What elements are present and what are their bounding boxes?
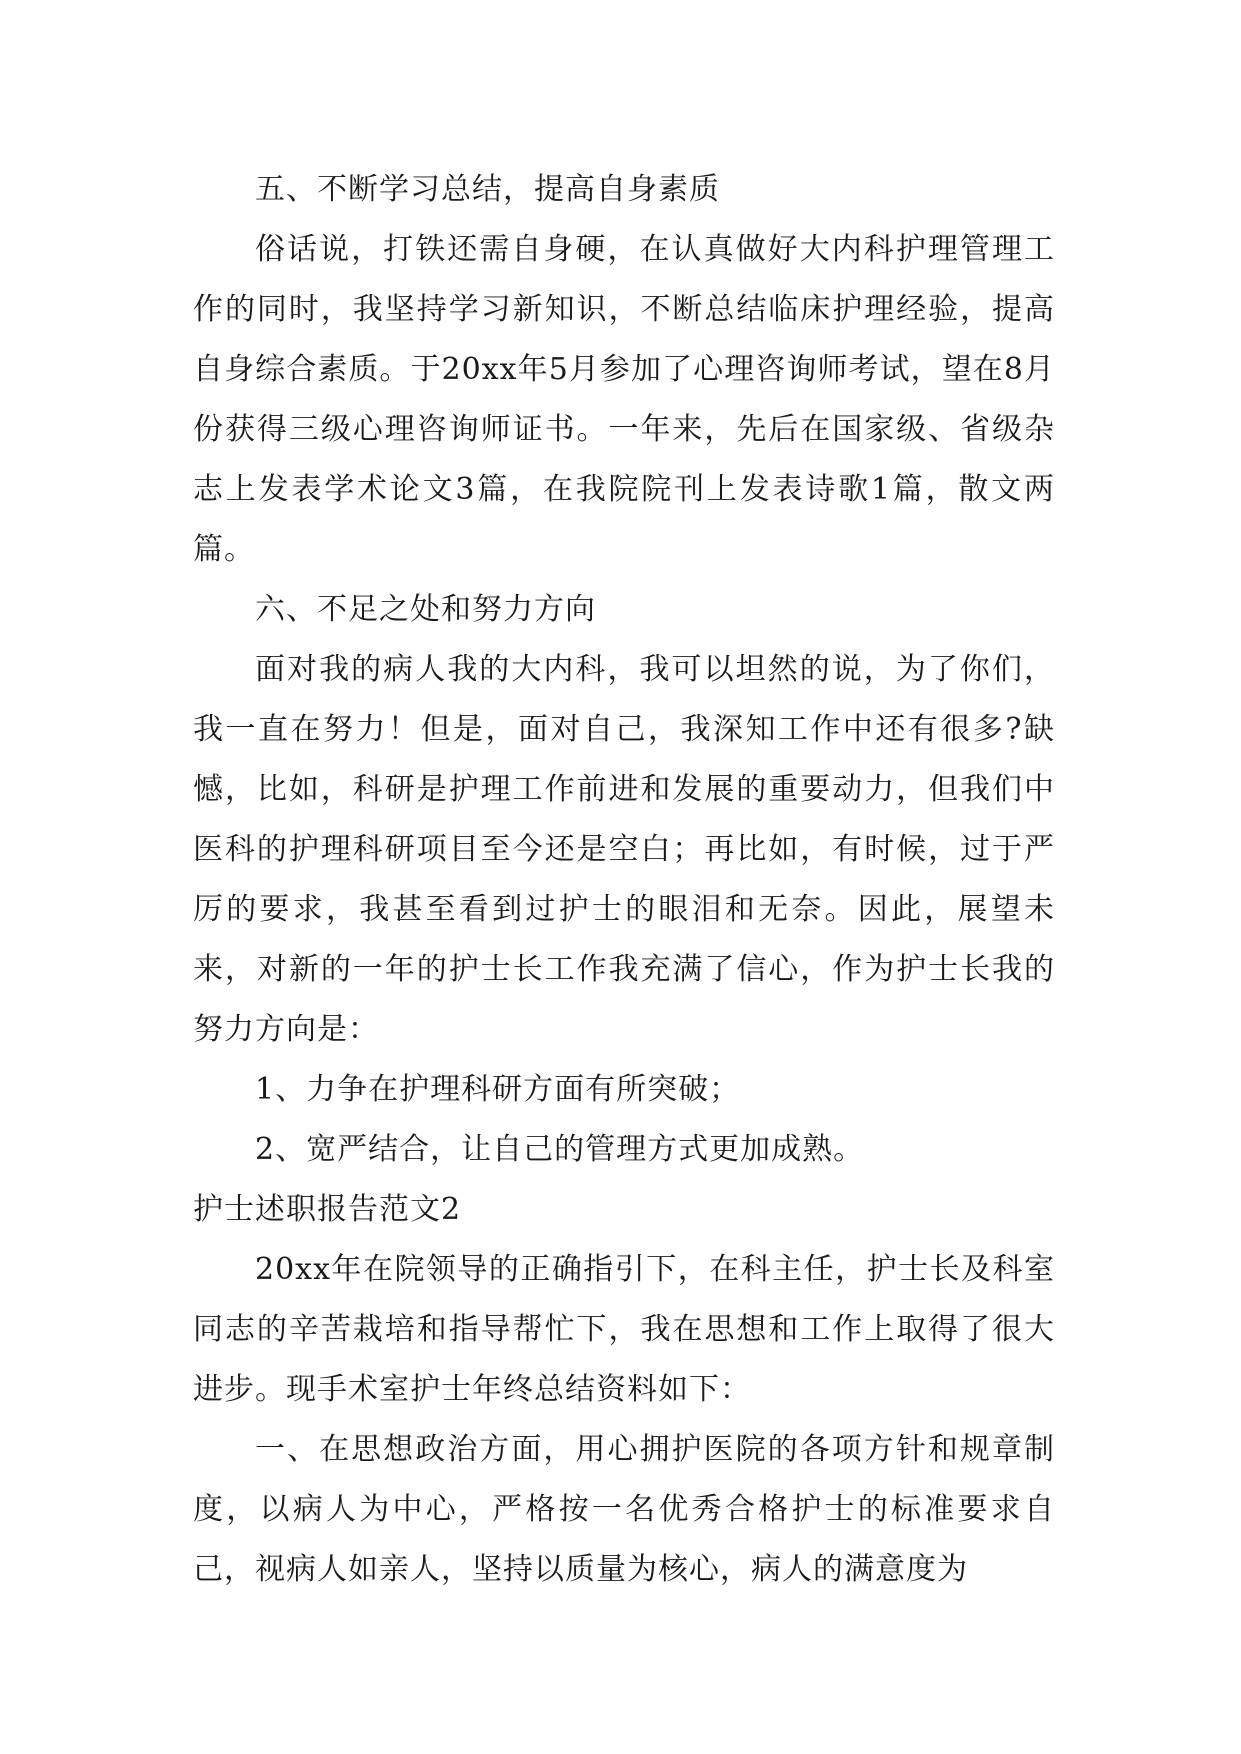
section-5-paragraph: 俗话说，打铁还需自身硬，在认真做好大内科护理管理工作的同时，我坚持学习新知识，不断总结临床护理经验，提高自身综合素质。于20xx年5月参加了心理咨询师考试，望在8月份获得三级心理咨询师证书。一年来，先后在国家级、省级杂志上发表学术论文3篇，在我院院刊上发表诗歌1篇，散文两篇。	[193, 232, 1055, 567]
section-5-heading: 五、不断学习总结，提高自身素质	[255, 172, 720, 207]
report-2-intro-paragraph: 20xx年在院领导的正确指引下，在科主任，护士长及科室同志的辛苦栽培和指导帮忙下，我在思想和工作上取得了很大进步。现手术室护士年终总结资料如下：	[193, 1252, 1055, 1407]
section-6-paragraph: 面对我的病人我的大内科，我可以坦然的说，为了你们，我一直在努力！但是，面对自己，我深知工作中还有很多?缺憾，比如，科研是护理工作前进和发展的重要动力，但我们中医科的护理科研项目至今还是空白；再比如，有时候，过于严厉的要求，我甚至看到过护士的眼泪和无奈。因此，展望未来，对新的一年的护士长工作我充满了信心，作为护士长我的努力方向是：	[193, 652, 1055, 1047]
goal-item-2: 2、宽严结合，让自己的管理方式更加成熟。	[255, 1132, 865, 1167]
section-6-heading: 六、不足之处和努力方向	[255, 592, 596, 627]
report-2-title: 护士述职报告范文2	[193, 1192, 462, 1227]
goal-item-1: 1、力争在护理科研方面有所突破；	[255, 1072, 741, 1107]
document-body	[193, 160, 1055, 1600]
report-2-section-1-paragraph: 一、在思想政治方面，用心拥护医院的各项方针和规章制度，以病人为中心，严格按一名优秀合格护士的标准要求自己，视病人如亲人，坚持以质量为核心，病人的满意度为	[193, 1432, 1055, 1587]
